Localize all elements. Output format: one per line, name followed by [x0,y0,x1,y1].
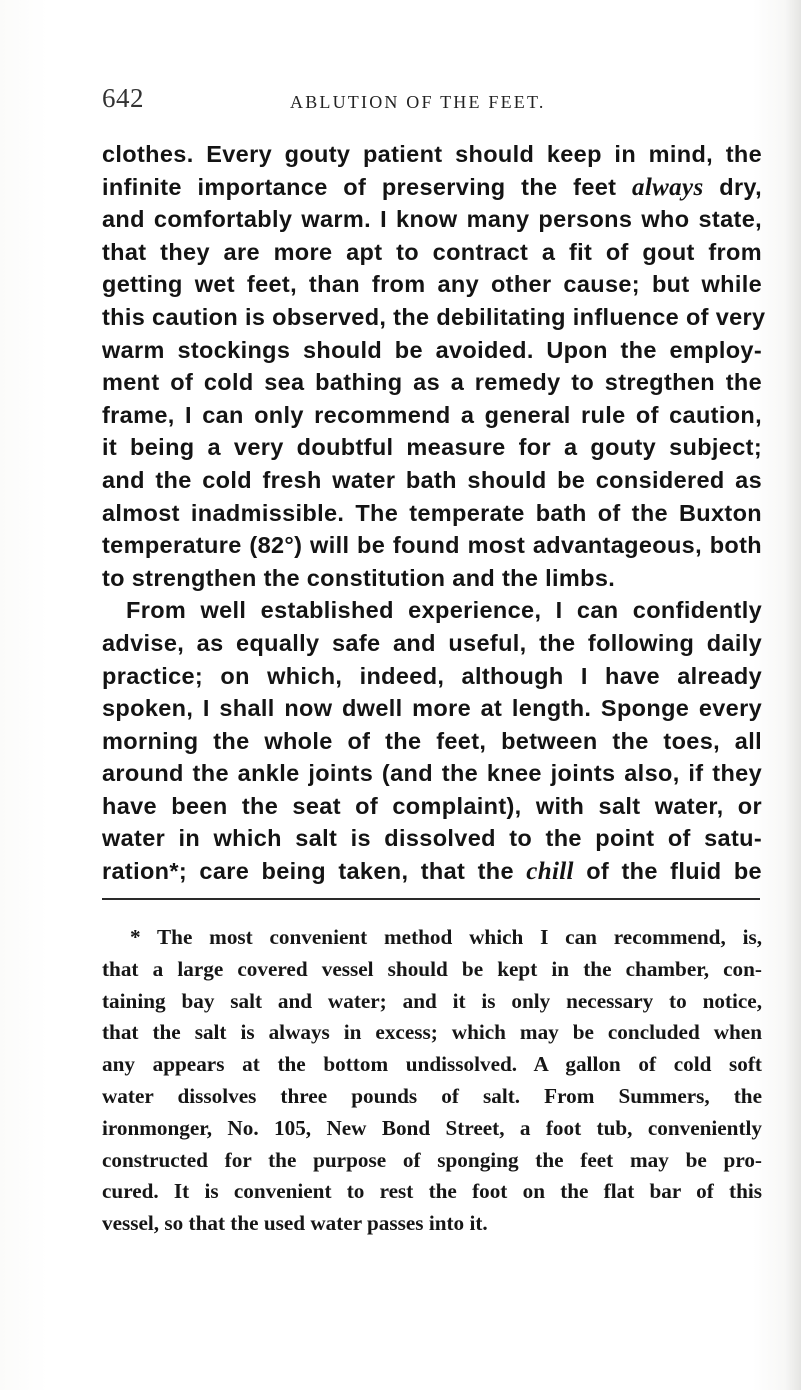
body-text-segment: of the fluid be [586,858,762,885]
body-line: around the ankle joints (and the knee joints also, if they [102,760,762,787]
body-line: and the cold fresh water bath should be considered as [102,466,762,493]
page-edge-shadow [785,0,801,1390]
body-line: almost inadmissible. The temperate bath of the Buxton [102,499,762,526]
body-line [102,171,762,204]
footnote-line: water dissolves three pounds of salt. From Summers, the [102,1083,762,1108]
footnote-divider [102,898,760,900]
body-line: water in which salt is dissolved to the point of satu- [102,825,762,852]
body-line: clothes. Every gouty patient should keep in mind, the [102,141,762,167]
footnote-line: cured. It is convenient to rest the foot on the flat bar of this [102,1179,762,1204]
footnote-line: any appears at the bottom undissolved. A gallon of cold soft [102,1052,762,1077]
body-line: this caution is observed, the debilitating influence of very [102,303,766,330]
body-line: frame, I can only recommend a general rule of caution, [102,401,762,428]
body-line: temperature (82°) will be found most advantageous, both [102,532,762,559]
footnote-line: that the salt is always in excess; which may be concluded when [102,1020,762,1045]
footnote-line: taining bay salt and water; and it is only necessary to notice, [102,988,762,1013]
body-line: and comfortably warm. I know many persons who state, [102,206,762,233]
emphasized-word: chill [526,858,574,886]
footnote [102,922,762,1240]
body-line: morning the whole of the feet, between the toes, all [102,727,762,754]
footnote-line: constructed for the purpose of sponging the feet may be pro- [102,1147,762,1172]
body-line: spoken, I shall now dwell more at length. Sponge every [102,695,762,722]
body-line: From well established experience, I can confidently [126,597,762,624]
body-text-segment: dry, [719,173,762,200]
body-line: getting wet feet, than from any other cause; but while [102,271,762,298]
body-line [102,855,762,888]
body-text [102,138,766,888]
body-text-segment: infinite importance of preserving the feet [102,173,617,200]
body-text-segment: ration*; care being taken, that the [102,858,514,885]
body-line: practice; on which, indeed, although I have already [102,662,762,689]
running-title: ABLUTION OF THE FEET. [290,92,546,112]
body-line: it being a very doubtful measure for a gouty subject; [102,434,762,461]
body-line: to strengthen the constitution and the limbs. [102,564,616,591]
page-number: 642 [102,83,144,113]
body-line: that they are more apt to contract a fit of gout from [102,238,762,265]
footnote-line: * The most convenient method which I can recommend, is, [130,925,762,949]
footnote-line: that a large covered vessel should be kept in the chamber, con- [102,956,762,981]
body-line: have been the seat of complaint), with salt water, or [102,792,762,819]
footnote-line: vessel, so that the used water passes into it. [102,1211,488,1236]
footnote-line: ironmonger, No. 105, New Bond Street, a foot tub, conveniently [102,1115,762,1140]
body-line: warm stockings should be avoided. Upon the employ- [102,336,762,363]
body-line: advise, as equally safe and useful, the following daily [102,629,762,656]
emphasized-word: always [632,173,704,201]
body-line: ment of cold sea bathing as a remedy to stregthen the [102,369,762,396]
